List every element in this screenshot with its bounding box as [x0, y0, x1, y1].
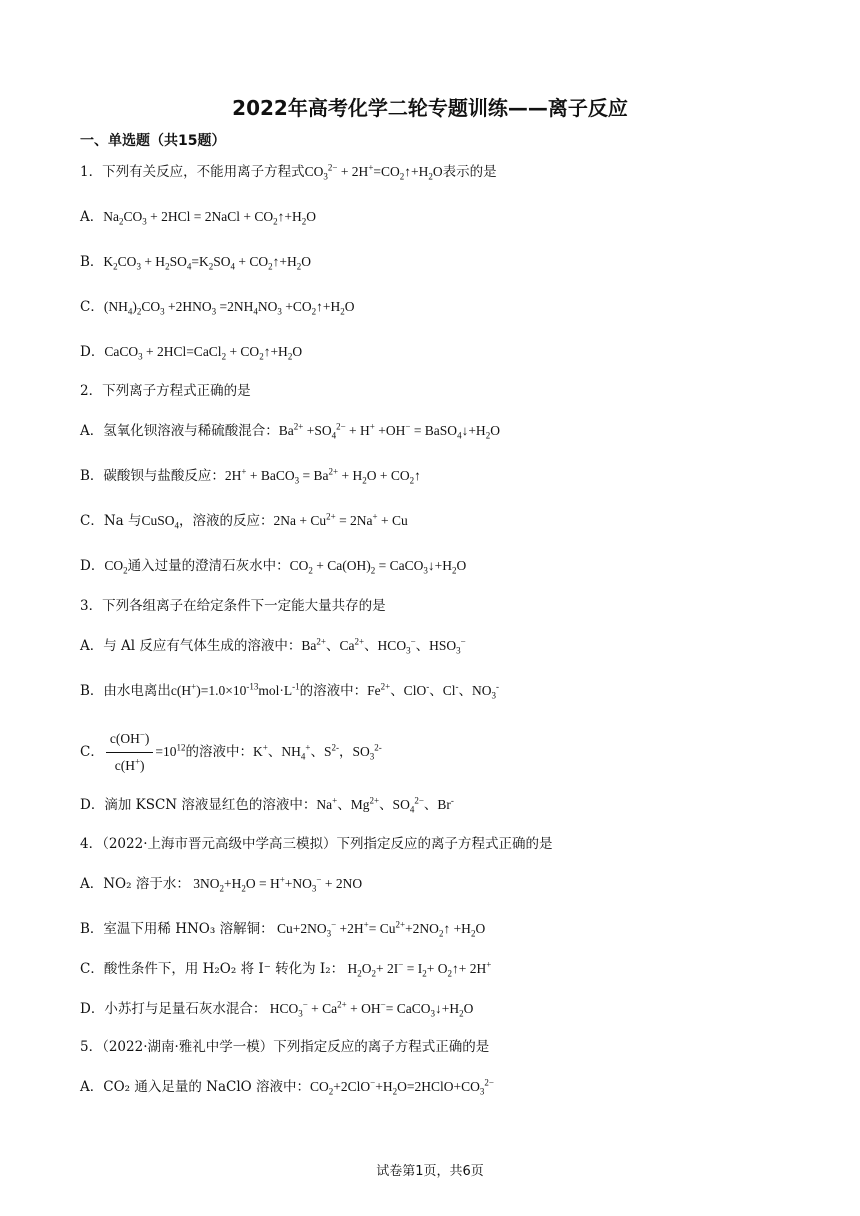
q2-option-c[interactable]: C．Na 与CuSO$_4$，溶液的反应：$2Na + Cu^{2+} = 2Na^+ + Cu$	[80, 511, 408, 531]
page-footer: 试卷第1页，共6页	[376, 1164, 484, 1179]
q5-stem: 5．（2022·湖南·雅礼中学一模）下列指定反应的离子方程式正确的是	[80, 1039, 490, 1055]
q4-stem: 4．（2022·上海市晋元高级中学高三模拟）下列指定反应的离子方程式正确的是	[80, 836, 553, 852]
page-title: 2022年高考化学二轮专题训练——离子反应	[232, 96, 628, 120]
q4-option-d[interactable]: D．小苏打与足量石灰水混合： $HCO_3^- + Ca^{2+} + OH^-=$ $CaCO_3↓+H_2O$	[80, 999, 474, 1019]
q2-option-b[interactable]: B．碳酸钡与盐酸反应：2H+ + BaCO$_3$ = $Ba^{2+} + H_2O$ + $CO_2↑$	[80, 466, 421, 486]
q3-option-d[interactable]: D．滴加 KSCN 溶液显红色的溶液中：Na+、$Mg^{2+}$、$SO_4^{2-}$、Br-	[80, 795, 454, 815]
q1-option-b[interactable]: B．$K_2CO_3 + H_2SO_4=K_2SO_4$ + $CO_2↑+H_2O$	[80, 254, 311, 272]
q1-stem: 1．下列有关反应，不能用离子方程式$CO_3^{2-}$ + $2H^+=CO_2↑+H_2O$表示的是	[80, 162, 497, 182]
q1-option-c[interactable]: C．$(NH_4)_2CO_3 +2HNO_3 =2NH_4NO_3$ $+CO_2↑+H_2O$	[80, 299, 355, 317]
q2-option-d[interactable]: D．$CO_2$通入过量的澄清石灰水中：$CO_2 + Ca(OH)_2$ = $CaCO_3↓+H_2O$	[80, 558, 467, 576]
q2-stem: 2．下列离子方程式正确的是	[80, 383, 251, 399]
q1-option-a[interactable]: A．$Na_2CO_3 + 2HCl$ = 2NaCl + $CO_2↑+H_2O$	[80, 209, 316, 227]
q4-option-c[interactable]: C．酸性条件下，用 H₂O₂ 将 I⁻ 转化为 I₂： $H_2O_2+ 2I^- = I_2+$ $O_2↑+ 2H^+$	[80, 959, 492, 979]
q1-option-d[interactable]: D．CaCO$_3$ + 2HCl=CaCl$_2$ + $CO_2↑+H_2O$	[80, 344, 303, 362]
q4-option-a[interactable]: A．NO₂ 溶于水： $3NO_2+H_2O = H^++NO_3^- + 2NO$	[80, 874, 363, 894]
q3-stem: 3．下列各组离子在给定条件下一定能大量共存的是	[80, 598, 386, 614]
q3-option-b[interactable]: B．由水电离出$c(H^+)=1.0\times 10^{-13}mol\cdot L^{-1}$的溶液中：$Fe^{2+}$、ClO-、Cl-、$NO_3^-$	[80, 681, 499, 701]
q3-option-c[interactable]: C． $\frac{c(OH^-)}{c(H^+)}$ $=10^{12}$的溶液中：K+、$NH_4^+$、$S^{2-}$，$SO_3^{2-}$	[80, 729, 382, 773]
q3-option-a[interactable]: A．与 Al 反应有气体生成的溶液中：$Ba^{2+}$、$Ca^{2+}$、$HCO_3^-$、$HSO_3^-$	[80, 636, 466, 656]
section-heading: 一、单选题（共15题）	[80, 133, 226, 149]
q5-option-a[interactable]: A．CO₂ 通入足量的 NaClO 溶液中：$CO_2+2ClO^-+H_2O=2HClO+CO_3^{2-}$	[80, 1077, 494, 1097]
q4-option-b[interactable]: B．室温下用稀 HNO₃ 溶解铜： $Cu+2NO_3^- +2H^+=$ $Cu^{2+}+2NO_2↑ +H_2O$	[80, 919, 486, 939]
q2-option-a[interactable]: A．氢氧化钡溶液与稀硫酸混合：$Ba^{2+} +SO_4^{2-} + H^+ +OH^-$ = $BaSO_4↓+H_2O$	[80, 421, 500, 441]
